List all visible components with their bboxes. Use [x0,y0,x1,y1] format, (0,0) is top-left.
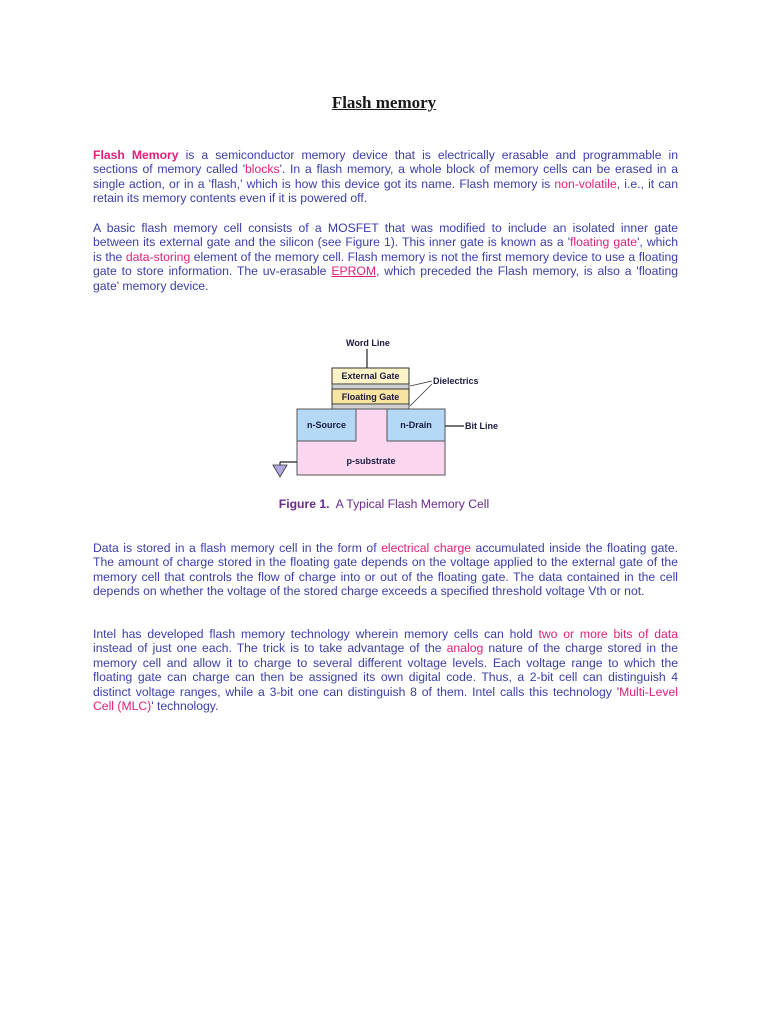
floating-gate-label: Floating Gate [341,392,400,402]
text-run: Intel has developed flash memory technology wherein memory cells can hold [93,627,539,641]
text-run: nature of the charge stored in the memory cell and allow it to charge to several different voltage levels. Each voltage range to which the floating gate can charge can then be assigned its own digital code. Thus, a 2-bit cell can distinguish 4 distinct voltage ranges, while a 3-bit one can distinguish 8 of them. Intel calls this technology ' [93,641,678,699]
text-run: Data is stored in a flash memory cell in the form of [93,541,382,555]
text-run: accumulated inside the floating gate. The amount of charge stored in the floating gate depends on the voltage applied to the external gate of the memory cell that controls the flow of charge into or out of the floating gate. The data contained in the cell depends on whether the voltage of the stored charge exceeds a specified threshold voltage Vth or not. [93,541,678,599]
floating-gate-term: floating gate [570,235,638,250]
electrical-charge-term: electrical charge [381,541,472,555]
figure-caption [0,497,768,511]
two-or-more-bits-term: two or more bits of data [538,627,679,641]
dielectrics-label: Dielectrics [433,376,479,386]
dielectrics-pointer-bottom [410,384,432,406]
text-run: ', which is the [93,235,678,264]
n-drain-label: n-Drain [400,420,432,430]
blocks-term: blocks [245,162,280,177]
flash-cell-diagram [260,330,510,480]
flash-memory-term: Flash Memory [93,148,179,162]
paragraph-definition [93,148,678,206]
text-run: element of the memory cell. Flash memory is not the first memory device to use a floating gate to store information. The uv-erasable [93,249,678,279]
text-run: , which preceded the Flash memory, is also a 'floating gate' memory device. [93,264,678,293]
dielectrics-pointer-top [410,381,432,386]
non-volatile-term: non-volatile [554,176,617,191]
p-substrate-label: p-substrate [346,456,396,466]
word-line-label: Word Line [346,338,390,348]
text-run: ' technology. [151,699,219,714]
mlc-term: Multi-Level Cell (MLC) [93,684,678,714]
text-run: is a semiconductor memory device that is electrically erasable and programmable in sections of memory called ' [93,148,678,177]
analog-term: analog [446,641,484,656]
page-title: Flash memory [331,93,437,112]
text-run: A basic flash memory cell consists of a MOSFET that was modified to include an isolated inner gate between its external gate and the silicon (see Figure 1). This inner gate is known as a ' [93,221,678,250]
data-storing-term: data-storing [125,249,191,264]
dielectric-layer-bottom [332,404,409,409]
ground-symbol-icon [273,465,287,477]
bit-line-label: Bit Line [465,421,498,431]
text-run: instead of just one each. The trick is to take advantage of the [93,641,447,656]
text-run: , i.e., it can retain its memory contents even if it is powered off. [93,176,678,206]
dielectric-layer-top [332,384,409,389]
external-gate-label: External Gate [341,371,400,381]
paragraph-mlc [93,627,678,713]
paragraph-data-storage [93,541,678,599]
figure-caption-label: Figure 1. [278,497,330,511]
figure-caption-text: A Typical Flash Memory Cell [329,497,490,511]
text-run: '. In a flash memory, a whole block of memory cells can be erased in a single action, or in a 'flash,' which is how this device got its name. Flash memory is [93,162,678,191]
n-source-label: n-Source [306,420,347,430]
paragraph-cell-structure [93,221,678,293]
eprom-link[interactable]: EPROM [331,264,377,279]
